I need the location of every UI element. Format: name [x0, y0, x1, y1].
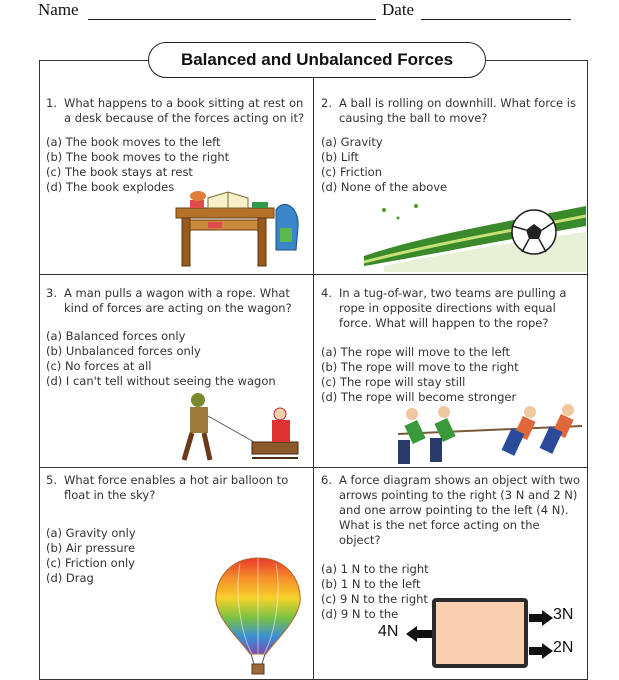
- left-force-label: 4N: [378, 623, 399, 640]
- desk-with-books-illustration: [168, 188, 303, 270]
- worksheet-header: [0, 0, 619, 24]
- options-list: [321, 135, 583, 195]
- man-pulling-wagon-illustration: [176, 390, 302, 468]
- question-number: 5.: [46, 473, 57, 487]
- question-3: [46, 286, 308, 389]
- option-b[interactable]: (b) Unbalanced forces only: [46, 344, 201, 358]
- date-line[interactable]: [421, 19, 571, 20]
- option-a[interactable]: (a) The rope will move to the left: [321, 345, 511, 359]
- question-4: [321, 286, 583, 405]
- option-b[interactable]: (b) 1 N to the left: [321, 577, 421, 591]
- right-arrow-bottom-icon: [529, 643, 553, 659]
- right-force-bottom-label: 2N: [553, 639, 574, 656]
- options-list: [46, 329, 308, 389]
- grid-divider-vertical: [313, 60, 314, 680]
- question-number: 1.: [46, 96, 57, 110]
- right-force-top-label: 3N: [553, 606, 574, 623]
- right-arrow-top-icon: [529, 610, 553, 626]
- option-a[interactable]: (a) Gravity only: [46, 526, 136, 540]
- object-box: [432, 598, 528, 668]
- grid-divider-row1: [39, 274, 588, 275]
- question-text: A force diagram shows an object with two arrows pointing to the right (3 N and 2 N) and one arrow pointing to the left (4 N). What is the net force acting on the object?: [339, 473, 581, 547]
- option-b[interactable]: (b) Air pressure: [46, 541, 136, 555]
- option-c[interactable]: (c) The book stays at rest: [46, 165, 193, 179]
- option-d[interactable]: (d) The book explodes: [46, 180, 175, 194]
- worksheet-title: Balanced and Unbalanced Forces: [148, 42, 486, 78]
- option-c[interactable]: (c) The rope will stay still: [321, 375, 466, 389]
- option-a[interactable]: (a) Gravity: [321, 135, 383, 149]
- options-list: [46, 135, 308, 195]
- name-label: Name: [38, 0, 79, 19]
- option-b[interactable]: (b) The book moves to the right: [46, 150, 230, 164]
- force-diagram: [376, 598, 586, 675]
- hot-air-balloon-illustration: [212, 556, 304, 675]
- option-b[interactable]: (b) Lift: [321, 150, 359, 164]
- option-c[interactable]: (c) No forces at all: [46, 359, 152, 373]
- option-a[interactable]: (a) The book moves to the left: [46, 135, 221, 149]
- option-d[interactable]: (d) None of the above: [321, 180, 448, 194]
- option-c[interactable]: (c) 9 N to the right: [321, 592, 428, 606]
- question-number: 4.: [321, 286, 332, 300]
- options-list: [321, 345, 583, 405]
- option-d[interactable]: (d) 9 N to the: [321, 607, 399, 621]
- question-2: [321, 96, 583, 195]
- question-text: In a tug-of-war, two teams are pulling a rope in opposite directions with equal force. What will happen to the rope?: [339, 286, 567, 330]
- tug-of-war-illustration: [398, 404, 582, 468]
- question-text: A man pulls a wagon with a rope. What kind of forces are acting on the wagon?: [64, 286, 292, 315]
- question-number: 3.: [46, 286, 57, 300]
- option-d[interactable]: (d) I can't tell without seeing the wagon: [46, 374, 276, 388]
- question-text: What force enables a hot air balloon to float in the sky?: [64, 473, 289, 502]
- option-c[interactable]: (c) Friction only: [46, 556, 135, 570]
- question-text: What happens to a book sitting at rest on a desk because of the forces acting on it?: [64, 96, 305, 125]
- name-line[interactable]: [88, 19, 376, 20]
- option-a[interactable]: (a) 1 N to the right: [321, 562, 429, 576]
- date-label: Date: [382, 0, 415, 19]
- option-c[interactable]: (c) Friction: [321, 165, 383, 179]
- question-1: [46, 96, 308, 195]
- left-arrow-icon: [406, 626, 432, 642]
- question-number: 6.: [321, 473, 332, 487]
- soccer-ball-rolling-illustration: [364, 196, 586, 272]
- option-d[interactable]: (d) Drag: [46, 571, 94, 585]
- question-text: A ball is rolling on downhill. What force is causing the ball to move?: [339, 96, 576, 125]
- question-number: 2.: [321, 96, 332, 110]
- option-b[interactable]: (b) The rope will move to the right: [321, 360, 519, 374]
- option-d[interactable]: (d) The rope will become stronger: [321, 390, 517, 404]
- option-a[interactable]: (a) Balanced forces only: [46, 329, 186, 343]
